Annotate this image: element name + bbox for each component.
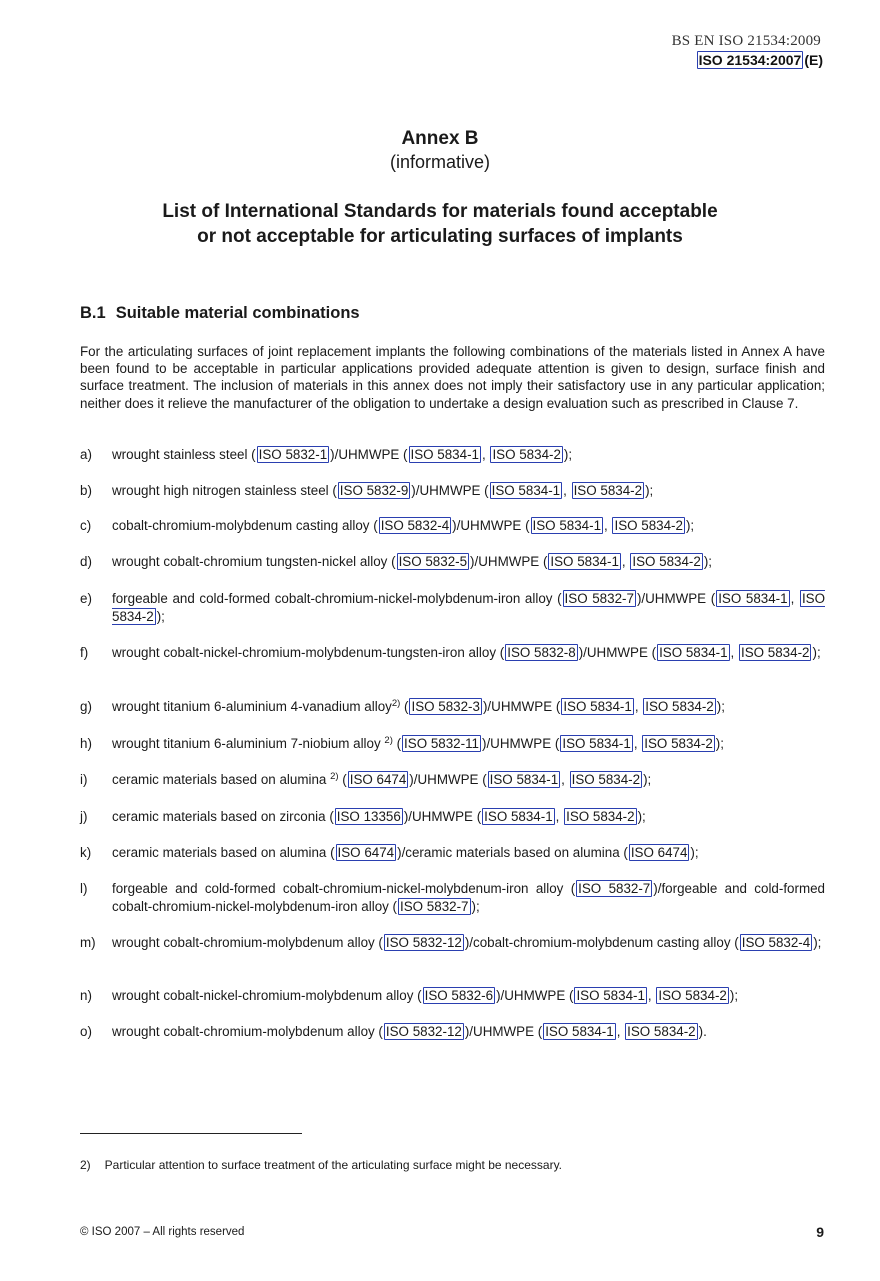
list-item-text-segment: ); [703, 554, 713, 569]
section-intro-paragraph: For the articulating surfaces of joint replacement implants the following combinations of the materials listed in Annex A have been found to be acceptable in particular applications provided adequate attention is given to design, surface finish and surface treatment. The inclusion of materials in this annex does not imply their satisfactory use in any particular application; neither does it relieve the manufacturer of the obligation to undertake a design evaluation such as prescribed in Clause 7. [80, 344, 825, 411]
list-item-text-segment: , [621, 554, 630, 569]
list-item-text-segment: , [790, 591, 799, 606]
annex-heading [0, 199, 880, 249]
iso-reference-link[interactable]: ISO 5832-7 [564, 591, 634, 606]
list-item-text-segment: wrought cobalt-nickel-chromium-molybdenum alloy ( [112, 988, 422, 1003]
list-item-text-segment: )/forgeable and cold-formed cobalt-chromium-nickel-molybdenum-iron alloy ( [112, 881, 826, 914]
list-item-label: g) [80, 699, 92, 714]
list-item-label: c) [80, 518, 92, 533]
list-item-text [112, 1023, 825, 1041]
iso-reference-link[interactable]: ISO 5834-1 [545, 1024, 614, 1039]
footnote-reference: 2) [330, 771, 339, 782]
list-item-text-segment: ); [812, 645, 821, 660]
footnote-reference: 2) [391, 698, 401, 709]
iso-reference-link[interactable]: ISO 5834-1 [550, 554, 619, 569]
iso-reference-link[interactable]: ISO 5834-1 [491, 483, 561, 498]
list-item-label: e) [80, 591, 92, 606]
section-number: B.1 [80, 304, 106, 322]
iso-reference-link[interactable]: ISO 5834-2 [112, 591, 826, 624]
list-item-text-segment: ( [400, 699, 409, 714]
iso-reference-link[interactable]: ISO 5834-1 [576, 988, 645, 1003]
header-bs-standard: BS EN ISO 21534:2009 [671, 33, 821, 49]
list-item-label: h) [80, 736, 92, 751]
list-item [80, 517, 825, 535]
iso-reference-link[interactable]: ISO 5832-7 [578, 881, 651, 896]
list-item-label: a) [80, 447, 92, 462]
list-item-text-segment: , [633, 736, 642, 751]
copyright-notice: © ISO 2007 – All rights reserved [80, 1226, 245, 1238]
list-item [80, 771, 825, 789]
list-item-text-segment: ); [645, 483, 654, 498]
iso-reference-link[interactable]: ISO 6474 [630, 845, 688, 860]
list-item-text-segment: )/UHMWPE ( [578, 645, 657, 660]
iso-reference-link[interactable]: ISO 5832-11 [404, 736, 479, 751]
footnote [80, 1158, 562, 1172]
list-item-label: f) [80, 645, 89, 660]
list-item-text-segment: ceramic materials based on alumina ( [112, 845, 335, 860]
list-item [80, 844, 825, 862]
iso-reference-link[interactable]: ISO 5832-9 [339, 483, 409, 498]
list-item-text-segment: ); [716, 699, 725, 714]
iso-reference-link[interactable]: ISO 5834-1 [659, 645, 728, 660]
list-item [80, 934, 825, 952]
list-item-text-segment: )/UHMWPE ( [409, 772, 487, 787]
iso-reference-link[interactable]: ISO 5834-1 [484, 809, 553, 824]
iso-reference-link[interactable]: ISO 5834-1 [563, 699, 632, 714]
list-item-text-segment: )/UHMWPE ( [636, 591, 716, 606]
iso-reference-link[interactable]: ISO 6474 [349, 772, 407, 787]
iso-reference-link[interactable]: ISO 5832-12 [385, 1024, 462, 1039]
iso-reference-link[interactable]: ISO 5834-2 [566, 809, 635, 824]
list-item [80, 735, 825, 753]
annex-title: Annex B [401, 128, 479, 149]
list-item-text-segment: ); [471, 898, 480, 914]
list-item [80, 987, 825, 1005]
iso-reference-link[interactable]: ISO 5834-2 [627, 1024, 696, 1039]
iso-reference-link[interactable]: ISO 5834-2 [741, 645, 810, 660]
list-item-text [112, 808, 825, 826]
list-item-text-segment: forgeable and cold-formed cobalt-chromium-nickel-molybdenum-iron alloy ( [112, 591, 562, 606]
page-number: 9 [816, 1224, 824, 1240]
list-item-text-segment: , [730, 645, 738, 660]
iso-reference-link[interactable]: ISO 5832-5 [398, 554, 468, 569]
list-item-text [112, 880, 825, 915]
list-item-text-segment: wrought cobalt-chromium tungsten-nickel alloy ( [112, 554, 396, 569]
list-item-text-segment: , [604, 518, 612, 533]
list-item-text-segment: )/ceramic materials based on alumina ( [397, 845, 628, 860]
list-item-text-segment: , [561, 772, 569, 787]
list-item-text-segment: ); [637, 809, 646, 824]
list-item-text-segment: wrought titanium 6-aluminium 4-vanadium alloy [112, 699, 392, 714]
list-item-text [112, 517, 825, 535]
list-item [80, 590, 825, 625]
list-item-text-segment: )/cobalt-chromium-molybdenum casting alloy ( [464, 935, 739, 950]
list-item-label: b) [80, 483, 92, 498]
iso-reference-link[interactable]: ISO 5834-1 [410, 447, 479, 462]
footnote-number: 2) [80, 1158, 91, 1172]
list-item-text-segment: ); [563, 447, 573, 462]
list-item [80, 698, 825, 716]
iso-reference-link[interactable]: ISO 5832-7 [400, 898, 469, 914]
iso-reference-link[interactable]: ISO 5834-2 [492, 447, 561, 462]
annex-type: (informative) [389, 152, 491, 172]
list-item-text-segment: ); [685, 518, 695, 533]
iso-reference-link[interactable]: ISO 5832-6 [424, 988, 494, 1003]
iso-reference-link[interactable]: ISO 5832-3 [411, 699, 480, 714]
list-item-text-segment: wrought cobalt-chromium-molybdenum alloy ( [112, 1024, 383, 1039]
iso-reference-link[interactable]: ISO 5832-1 [258, 447, 328, 462]
annex-heading-line-2: or not acceptable for articulating surfaces of implants [197, 226, 683, 247]
list-item-text-segment: ). [698, 1024, 707, 1039]
footnote-divider [80, 1133, 302, 1134]
list-item-text [112, 844, 825, 862]
list-item-text-segment: ); [643, 772, 652, 787]
list-item [80, 446, 825, 464]
iso-reference-link[interactable]: ISO 5832-12 [385, 935, 462, 950]
list-item-text-segment: wrought stainless steel ( [112, 447, 256, 462]
iso-reference-link[interactable]: ISO 5834-2 [644, 736, 713, 751]
list-item-text [112, 735, 825, 753]
list-item-text [112, 771, 825, 789]
section-title: Suitable material combinations [115, 304, 360, 322]
list-item-label: m) [80, 935, 96, 950]
list-item-text [112, 987, 825, 1005]
list-item-text-segment: )/UHMWPE ( [481, 736, 560, 751]
iso-reference-link[interactable]: ISO 5832-8 [507, 645, 576, 660]
iso-reference-link[interactable]: ISO 6474 [337, 845, 395, 860]
list-item-text-segment: ( [392, 736, 402, 751]
section-heading [80, 304, 360, 323]
list-item-label: n) [80, 988, 92, 1003]
iso-reference-link[interactable]: ISO 5834-1 [532, 518, 602, 533]
list-item-text-segment: ); [813, 935, 822, 950]
list-item-text-segment: )/UHMWPE ( [496, 988, 574, 1003]
list-item-text [112, 553, 825, 571]
annex-heading-line-1: List of International Standards for materials found acceptable [162, 201, 718, 222]
list-item [80, 880, 825, 915]
list-item [80, 644, 825, 662]
list-item-text-segment: , [481, 447, 490, 462]
list-item-text-segment: , [647, 988, 656, 1003]
iso-standard-link[interactable]: ISO 21534:2007 [698, 52, 802, 68]
list-item-text-segment: )/UHMWPE ( [403, 809, 482, 824]
iso-reference-link[interactable]: ISO 5834-1 [489, 772, 559, 787]
iso-reference-link[interactable]: ISO 5834-2 [614, 518, 683, 533]
iso-reference-link[interactable]: ISO 5834-1 [562, 736, 631, 751]
list-item-text-segment: forgeable and cold-formed cobalt-chromium-nickel-molybdenum-iron alloy ( [112, 881, 576, 896]
list-item-text-segment: wrought cobalt-nickel-chromium-molybdenum-tungsten-iron alloy ( [112, 645, 505, 660]
iso-reference-link[interactable]: ISO 13356 [336, 809, 401, 824]
list-item-text-segment: ); [729, 988, 739, 1003]
list-item-label: o) [80, 1024, 92, 1039]
footnote-text: Particular attention to surface treatment of the articulating surface might be necessary. [104, 1158, 563, 1172]
list-item-text [112, 934, 825, 952]
footnote-reference: 2) [384, 735, 393, 746]
list-item-text-segment: ceramic materials based on alumina [112, 772, 331, 787]
list-item-text-segment: ( [338, 772, 347, 787]
list-item-label: k) [80, 845, 92, 860]
header-iso-standard [696, 52, 823, 68]
list-item-label: l) [80, 881, 88, 896]
list-item-text-segment: ); [715, 736, 724, 751]
list-item-text [112, 590, 825, 625]
list-item-text-segment: )/UHMWPE ( [482, 699, 561, 714]
list-item-text [112, 698, 825, 716]
list-item-label: i) [80, 772, 88, 787]
list-item-text-segment: )/UHMWPE ( [452, 518, 530, 533]
iso-reference-link[interactable]: ISO 5834-2 [573, 483, 643, 498]
list-item-text-segment: ceramic materials based on zirconia ( [112, 809, 334, 824]
list-item-text-segment: cobalt-chromium-molybdenum casting alloy ( [112, 518, 378, 533]
list-item-text-segment: )/UHMWPE ( [470, 554, 548, 569]
list-item-text-segment: ); [156, 608, 165, 624]
iso-reference-link[interactable]: ISO 5832-4 [380, 518, 450, 533]
list-item-text-segment: , [563, 483, 571, 498]
list-item-label: j) [80, 809, 88, 824]
iso-reference-link[interactable]: ISO 5834-1 [718, 591, 788, 606]
list-item [80, 482, 825, 500]
list-item-text-segment: wrought cobalt-chromium-molybdenum alloy ( [112, 935, 383, 950]
list-item-text-segment: , [634, 699, 643, 714]
iso-reference-link[interactable]: ISO 5834-2 [571, 772, 641, 787]
list-item [80, 808, 825, 826]
list-item-text [112, 446, 825, 464]
header-language: (E) [804, 52, 823, 68]
iso-reference-link[interactable]: ISO 5834-2 [632, 554, 701, 569]
list-item-text-segment: )/UHMWPE ( [330, 447, 408, 462]
list-item-text-segment: wrought high nitrogen stainless steel ( [112, 483, 337, 498]
list-item [80, 553, 825, 571]
list-item-text-segment: , [616, 1024, 625, 1039]
list-item-text [112, 482, 825, 500]
list-item [80, 1023, 825, 1041]
list-item-text-segment: ); [690, 845, 699, 860]
list-item-text-segment: )/UHMWPE ( [464, 1024, 543, 1039]
iso-reference-link[interactable]: ISO 5834-2 [658, 988, 727, 1003]
list-item-text-segment: wrought titanium 6-aluminium 7-niobium alloy [112, 736, 385, 751]
list-item-text [112, 644, 825, 662]
list-item-text-segment: )/UHMWPE ( [411, 483, 489, 498]
list-item-label: d) [80, 554, 92, 569]
iso-reference-link[interactable]: ISO 5832-4 [741, 935, 811, 950]
iso-reference-link[interactable]: ISO 5834-2 [645, 699, 714, 714]
list-item-text-segment: , [555, 809, 564, 824]
